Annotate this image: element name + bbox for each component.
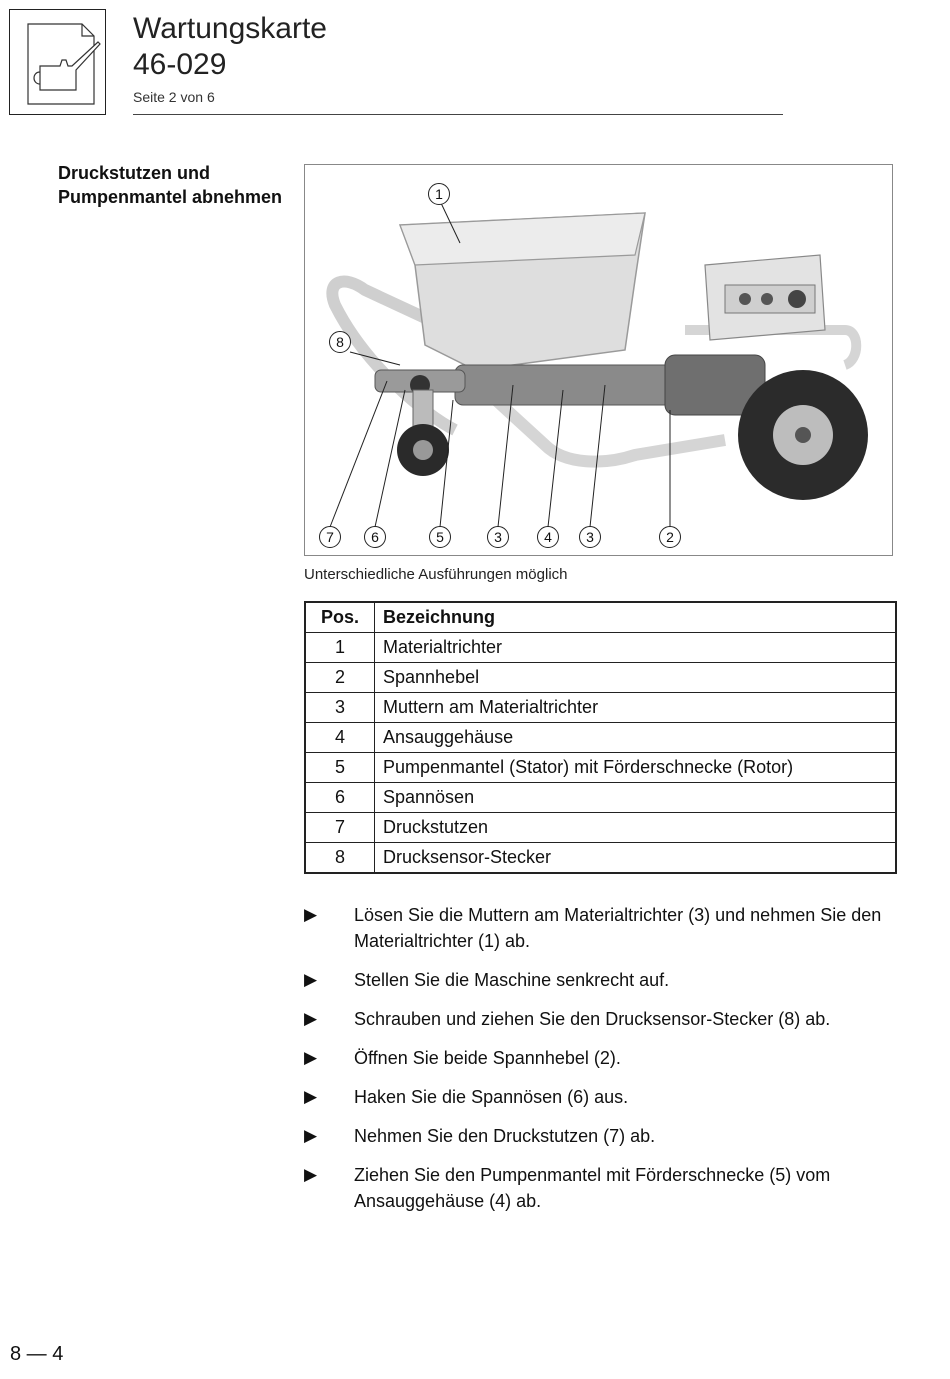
instruction-text: Ziehen Sie den Pumpenmantel mit Förderschnecke (5) vom Ansauggehäuse (4) ab. xyxy=(354,1165,831,1211)
callout-8: 8 xyxy=(329,331,351,353)
table-cell-pos: 3 xyxy=(305,693,375,723)
instruction-text: Nehmen Sie den Druckstutzen (7) ab. xyxy=(354,1126,656,1146)
table-row xyxy=(305,753,896,783)
instruction-text: Öffnen Sie beide Spannhebel (2). xyxy=(354,1048,621,1068)
table-cell-name: Materialtrichter xyxy=(375,633,897,663)
instruction-step xyxy=(304,1006,904,1032)
instruction-list xyxy=(304,902,904,1227)
plaster-machine-illustration xyxy=(305,165,892,555)
parts-table xyxy=(304,601,897,874)
page-number: 8 — 4 xyxy=(10,1343,64,1365)
instruction-text: Schrauben und ziehen Sie den Drucksensor-Stecker (8) ab. xyxy=(354,1009,831,1029)
table-cell-pos: 8 xyxy=(305,843,375,874)
instruction-step xyxy=(304,1123,904,1149)
callout-7: 7 xyxy=(319,526,341,548)
table-cell-name: Drucksensor-Stecker xyxy=(375,843,897,874)
table-header-row xyxy=(305,602,896,633)
table-cell-pos: 4 xyxy=(305,723,375,753)
header-divider xyxy=(133,114,783,115)
column-header-bezeichnung: Bezeichnung xyxy=(375,602,897,633)
table-row xyxy=(305,633,896,663)
table-row xyxy=(305,693,896,723)
table-cell-pos: 2 xyxy=(305,663,375,693)
table-cell-pos: 7 xyxy=(305,813,375,843)
table-row xyxy=(305,843,896,874)
table-cell-name: Muttern am Materialtrichter xyxy=(375,693,897,723)
column-header-pos: Pos. xyxy=(305,602,375,633)
section-title: Druckstutzen und Pumpenmantel abnehmen xyxy=(58,163,283,207)
bullet-arrow-icon: ▶ xyxy=(304,1087,318,1106)
callout-1: 1 xyxy=(428,183,450,205)
instruction-step xyxy=(304,902,904,954)
callout-2: 2 xyxy=(659,526,681,548)
document-number: 46-029 xyxy=(133,48,227,81)
instruction-step xyxy=(304,967,904,993)
table-row xyxy=(305,723,896,753)
table-row xyxy=(305,813,896,843)
instruction-text: Haken Sie die Spannösen (6) aus. xyxy=(354,1087,629,1107)
bullet-arrow-icon: ▶ xyxy=(304,1009,318,1028)
callout-4: 4 xyxy=(537,526,559,548)
instruction-text: Stellen Sie die Maschine senkrecht auf. xyxy=(354,970,670,990)
table-row xyxy=(305,663,896,693)
instruction-step xyxy=(304,1084,904,1110)
instruction-step xyxy=(304,1162,904,1214)
table-cell-name: Pumpenmantel (Stator) mit Förderschnecke (Rotor) xyxy=(375,753,897,783)
bullet-arrow-icon: ▶ xyxy=(304,905,318,924)
figure-caption: Unterschiedliche Ausführungen möglich xyxy=(304,566,568,583)
table-cell-pos: 5 xyxy=(305,753,375,783)
table-cell-pos: 6 xyxy=(305,783,375,813)
oil-can-icon xyxy=(9,9,106,115)
instruction-step xyxy=(304,1045,904,1071)
table-cell-pos: 1 xyxy=(305,633,375,663)
table-cell-name: Druckstutzen xyxy=(375,813,897,843)
table-cell-name: Spannhebel xyxy=(375,663,897,693)
bullet-arrow-icon: ▶ xyxy=(304,970,318,989)
table-cell-name: Spannösen xyxy=(375,783,897,813)
bullet-arrow-icon: ▶ xyxy=(304,1165,318,1184)
callout-3-left: 3 xyxy=(487,526,509,548)
table-cell-name: Ansauggehäuse xyxy=(375,723,897,753)
callout-6: 6 xyxy=(364,526,386,548)
machine-figure xyxy=(304,164,893,556)
bullet-arrow-icon: ▶ xyxy=(304,1126,318,1145)
page-indicator: Seite 2 von 6 xyxy=(133,89,215,105)
document-title: Wartungskarte xyxy=(133,12,327,45)
bullet-arrow-icon: ▶ xyxy=(304,1048,318,1067)
callout-5: 5 xyxy=(429,526,451,548)
instruction-text: Lösen Sie die Muttern am Materialtrichter (3) und nehmen Sie den Materialtrichter (1) ab. xyxy=(354,905,882,951)
table-row xyxy=(305,783,896,813)
callout-3-right: 3 xyxy=(579,526,601,548)
